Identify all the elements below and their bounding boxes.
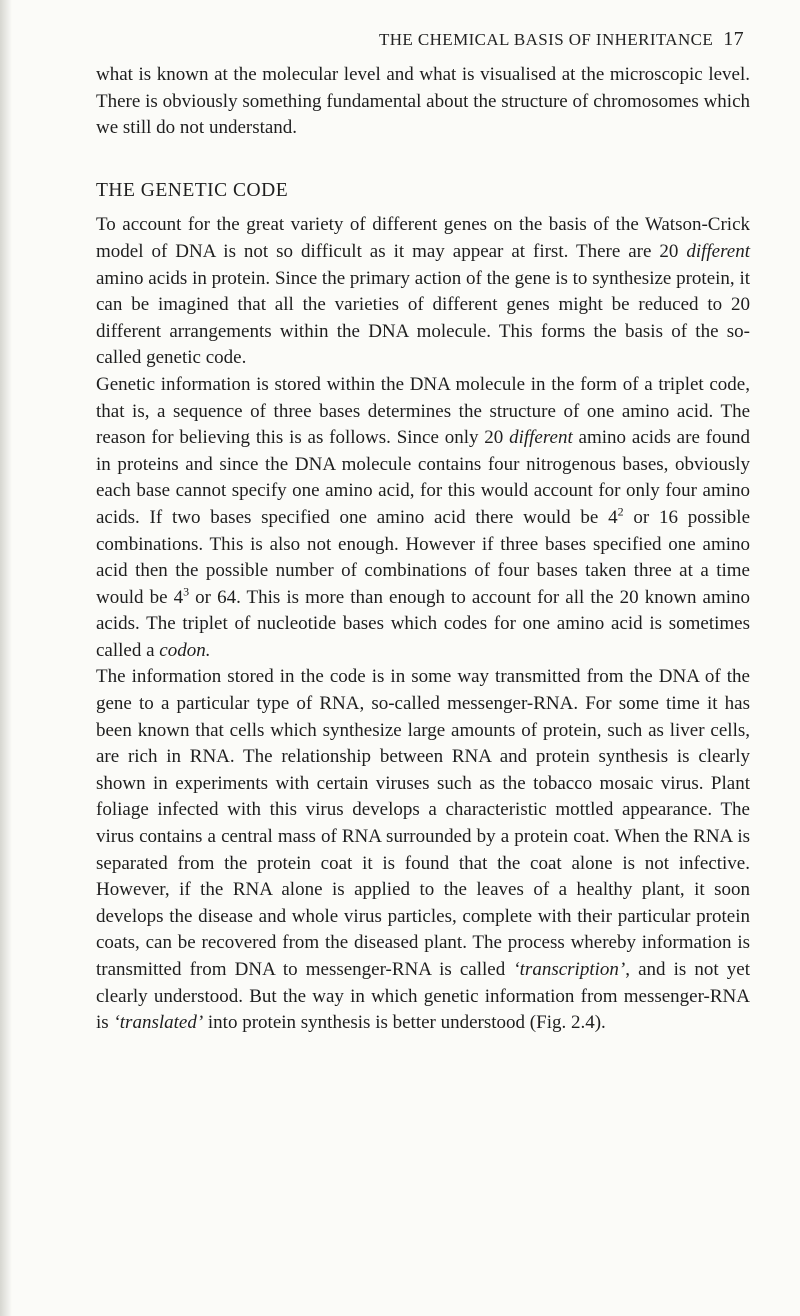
italic-text: ‘translated’ xyxy=(113,1012,204,1034)
superscript: 2 xyxy=(617,504,624,519)
body-text xyxy=(96,62,750,1037)
text-run: The information stored in the code is in some way transmitted from the DNA of the gene to a particular type of RNA, so-called messenger-RNA. For some time it has been known that cells which synthesize large amounts of protein, such as liver cells, are rich in RNA. The relationship between RNA and protein synthesis is clearly shown in experiments with certain viruses such as the tobacco mosaic virus. Plant foliage infected with this virus develops a characteristic mottled appearance. The virus contains a central mass of RNA surrounded by a protein coat. When the RNA is separated from the protein coat it is found that the coat alone is not infective. However, if the RNA alone is applied to the leaves of a healthy plant, it soon develops the disease and whole virus particles, complete with their particular protein coats, can be recovered from the diseased plant. The process whereby information is transmitted from DNA to messenger-RNA is called xyxy=(96,666,750,980)
paragraph-continued: what is known at the molecular level and what is visualised at the microscopic level. There is obviously something fundamental about the structure of chromosomes which we still do not understand. xyxy=(96,64,750,139)
running-title: THE CHEMICAL BASIS OF INHERITANCE xyxy=(378,30,714,49)
italic-text: ‘transcription’ xyxy=(513,959,626,980)
text-run: or 64. This is more than enough to account for all the 20 known amino acids. The triplet of nucleotide bases which codes for one amino acid is sometimes called a xyxy=(96,586,751,661)
text-run: To account for the great variety of different genes on the basis of the Watson-Crick model of DNA is not so difficult as it may appear at first. There are 20 xyxy=(96,214,750,262)
paragraph-messenger-rna xyxy=(96,664,750,1036)
text-run: Genetic information is stored within the DNA molecule in the form of a triplet code, that is, a sequence of three bases determines the structure of one amino acid. The reason for believing this is as follows. Since only 20 xyxy=(96,373,750,449)
running-header xyxy=(379,28,744,51)
text-run: , and is not yet clearly understood. But the way in which genetic information from messenger-RNA is xyxy=(96,959,750,1034)
section-heading: THE GENETIC CODE xyxy=(96,179,289,201)
paragraph-genetic-variety xyxy=(96,212,750,372)
superscript: 3 xyxy=(183,584,190,599)
italic-text: different xyxy=(686,240,750,262)
page-edge-shadow xyxy=(0,0,12,1316)
page-number: 17 xyxy=(723,28,744,50)
text-run: amino acids are found in proteins and since the DNA molecule contains four nitrogenous bases, obviously each base cannot specify one amino acid, for this would account for only four amino acids. If two bases specified one amino acid there would be 4 xyxy=(96,427,750,528)
text-run: or 16 possible combinations. This is also not enough. However if three bases specified one amino acid then the possible number of combinations of four bases taken three at a time would be 4 xyxy=(96,506,750,608)
paragraph-triplet-code xyxy=(96,372,750,665)
italic-text: different xyxy=(509,427,573,449)
text-run: into protein synthesis is better understood (Fig. 2.4). xyxy=(203,1012,606,1034)
italic-text: codon. xyxy=(159,639,211,661)
text-run: amino acids in protein. Since the primary action of the gene is to synthesize protein, it can be imagined that all the varieties of different genes might be reduced to 20 different arrangements within the DNA molecule. This forms the basis of the so-called genetic code. xyxy=(96,267,750,369)
